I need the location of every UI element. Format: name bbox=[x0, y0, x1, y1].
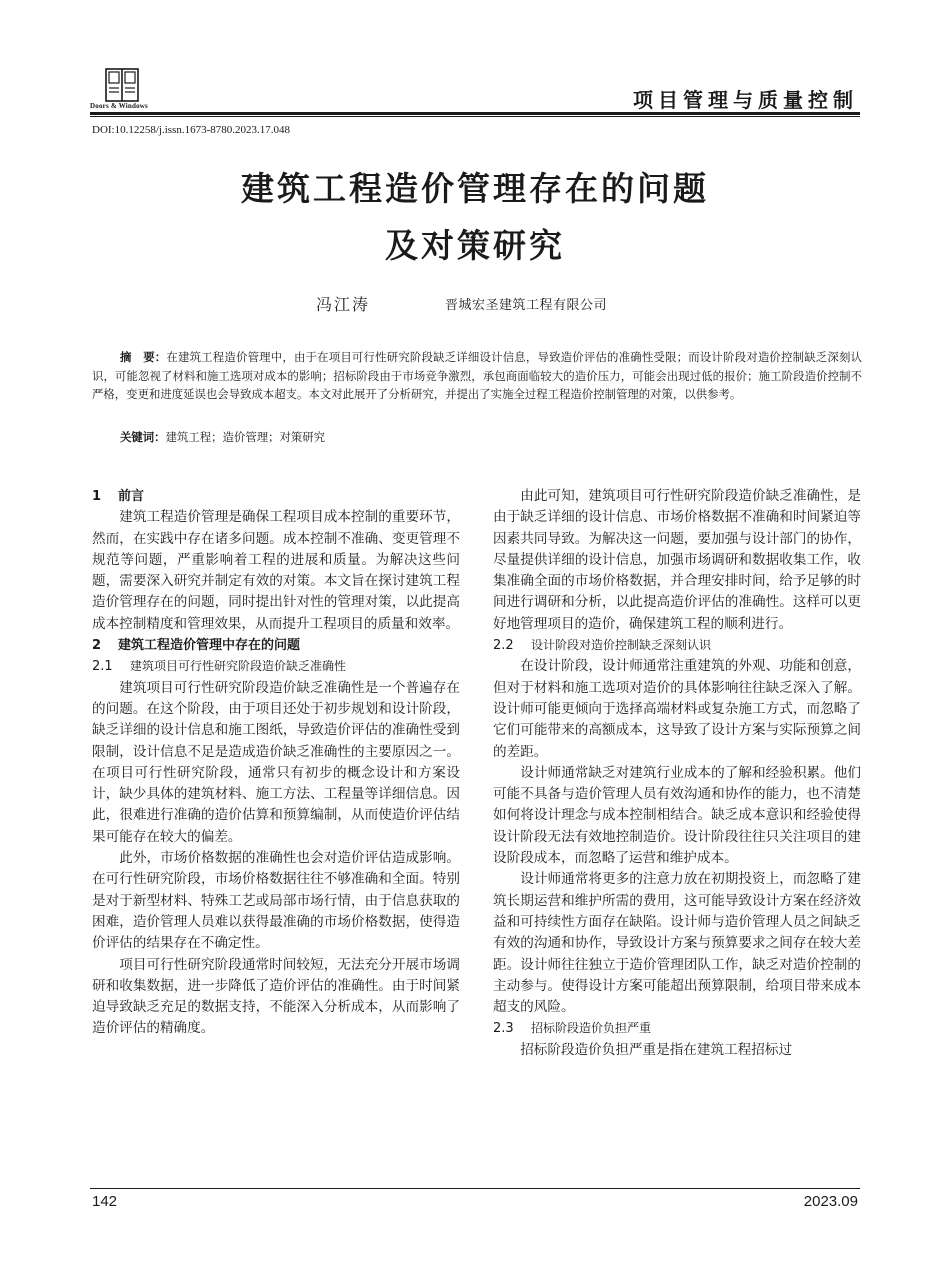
body-column-left bbox=[92, 486, 460, 1040]
journal-logo bbox=[90, 68, 172, 114]
subsection-number: 2.2 bbox=[493, 638, 514, 654]
affiliation: 晋城宏圣建筑工程有限公司 bbox=[445, 298, 608, 313]
page-number: 142 bbox=[92, 1193, 118, 1210]
subsection-heading-text: 设计阶段对造价控制缺乏深刻认识 bbox=[531, 638, 712, 653]
paragraph: 设计师通常缺乏对建筑行业成本的了解和经验积累。他们可能不具备与造价管理人员有效沟通和协作的能力，也不清楚如何将设计理念与成本控制相结合。缺乏成本意识和经验使得设计阶段无法有效地控制造价。设计阶段往往只关注项目的建设阶段成本，而忽略了运营和维护成本。 bbox=[493, 764, 861, 867]
header-rule-thin bbox=[90, 116, 860, 117]
paragraph: 建筑工程造价管理是确保工程项目成本控制的重要环节，然而，在实践中存在诸多问题。成本控制不准确、变更管理不规范等问题，严重影响着工程的进展和质量。为解决这些问题，需要深入研究并制定有效的对策。本文旨在探讨建筑工程造价管理存在的问题，同时提出针对性的管理对策，以此提高成本控制精度和管理效果，从而提升工程项目的质量和效率。 bbox=[92, 509, 460, 632]
logo-text: Doors & Windows bbox=[90, 102, 148, 110]
subsection-heading-text: 建筑项目可行性研究阶段造价缺乏准确性 bbox=[130, 659, 347, 674]
footer-rule bbox=[90, 1188, 860, 1189]
section-heading bbox=[92, 486, 460, 507]
abstract-text: 在建筑工程造价管理中，由于在项目可行性研究阶段缺乏详细设计信息，导致造价评估的准确性受限；而设计阶段对造价控制缺乏深刻认识，可能忽视了材料和施工选项对成本的影响；招标阶段由于市场竞争激烈，承包商面临较大的造价压力，可能会出现过低的报价；施工阶段造价控制不严格，变更和进度延误也会导致成本超支。本文对此展开了分析研究，并提出了实施全过程工程造价控制管理的对策，以供参考。 bbox=[92, 350, 862, 402]
section-title: 项目管理与质量控制 bbox=[633, 88, 858, 112]
keywords-text: 建筑工程；造价管理；对策研究 bbox=[165, 430, 326, 444]
subsection-heading bbox=[493, 635, 861, 656]
article-title-line-1: 建筑工程造价管理存在的问题 bbox=[241, 169, 709, 208]
subsection-heading bbox=[92, 656, 460, 677]
section-number: 1 bbox=[92, 489, 102, 504]
paragraph: 在设计阶段，设计师通常注重建筑的外观、功能和创意，但对于材料和施工选项对造价的具体影响往往缺乏深入了解。设计师可能更倾向于选择高端材料或复杂施工方式，而忽略了它们可能带来的高额成本，这导致了设计方案与实际预算之间的差距。 bbox=[493, 658, 861, 760]
author: 冯江涛 bbox=[316, 295, 371, 314]
section-heading-text: 前言 bbox=[118, 489, 145, 504]
section-heading-text: 建筑工程造价管理中存在的问题 bbox=[118, 638, 301, 654]
subsection-heading-text: 招标阶段造价负担严重 bbox=[531, 1021, 652, 1036]
keywords-label: 关键词： bbox=[120, 430, 166, 444]
paragraph: 招标阶段造价负担严重是指在建筑工程招标过 bbox=[520, 1041, 793, 1058]
subsection-number: 2.1 bbox=[92, 659, 113, 675]
paragraph: 此外，市场价格数据的准确性也会对造价评估造成影响。在可行性研究阶段，市场价格数据往往不够准确和全面。特别是对于新型材料、特殊工艺或局部市场行情，由于信息获取的困难，造价管理人员难以获得最准确的市场价格数据，使得造价评估的结果存在不确定性。 bbox=[92, 850, 460, 952]
article-title-line-2: 及对策研究 bbox=[385, 226, 565, 265]
section-number: 2 bbox=[92, 638, 102, 654]
paragraph: 由此可知，建筑项目可行性研究阶段造价缺乏准确性，是由于缺乏详细的设计信息、市场价格数据不准确和时间紧迫等因素共同导致。为解决这一问题，要加强与设计部门的协作，尽量提供详细的设计信息，加强市场调研和数据收集工作，收集准确全面的市场价格数据，并合理安排时间，给予足够的时间进行调研和分析，以此提高造价评估的准确性。这样可以更好地管理项目的造价，确保建筑工程的顺利进行。 bbox=[493, 488, 861, 632]
doi: DOI:10.12258/j.issn.1673-8780.2023.17.048 bbox=[92, 124, 290, 136]
abstract-label: 摘 要： bbox=[120, 350, 167, 364]
issue-date: 2023.09 bbox=[803, 1193, 858, 1210]
paragraph: 项目可行性研究阶段通常时间较短，无法充分开展市场调研和收集数据，进一步降低了造价评估的准确性。由于时间紧迫导致缺乏充足的数据支持，不能深入分析成本，从而影响了造价评估的精确度。 bbox=[92, 956, 460, 1037]
paragraph: 设计师通常将更多的注意力放在初期投资上，而忽略了建筑长期运营和维护所需的费用，这可能导致设计方案在经济效益和可持续性方面存在缺陷。设计师与造价管理人员之间缺乏有效的沟通和协作，导致设计方案与预算要求之间存在较大差距。设计师往往独立于造价管理团队工作，缺乏对造价控制的主动参与。使得设计方案可能超出预算限制，给项目带来成本超支的风险。 bbox=[493, 871, 861, 1016]
abstract bbox=[92, 348, 862, 404]
door-window-icon bbox=[105, 68, 139, 102]
subsection-heading bbox=[493, 1018, 861, 1039]
header-rule bbox=[90, 112, 860, 115]
subsection-number: 2.3 bbox=[493, 1021, 514, 1037]
body-column-right bbox=[493, 486, 861, 1061]
keywords bbox=[120, 429, 325, 445]
paragraph: 建筑项目可行性研究阶段造价缺乏准确性是一个普遍存在的问题。在这个阶段，由于项目还处于初步规划和设计阶段，缺乏详细的设计信息和施工图纸，导致造价评估的准确性受到限制，设计信息不足是造成造价缺乏准确性的主要原因之一。在项目可行性研究阶段，通常只有初步的概念设计和方案设计，缺少具体的建筑材料、施工方法、工程量等详细信息。因此，很难进行准确的造价估算和预算编制，从而使造价评估结果可能存在较大的偏差。 bbox=[92, 679, 460, 845]
section-heading bbox=[92, 635, 460, 656]
